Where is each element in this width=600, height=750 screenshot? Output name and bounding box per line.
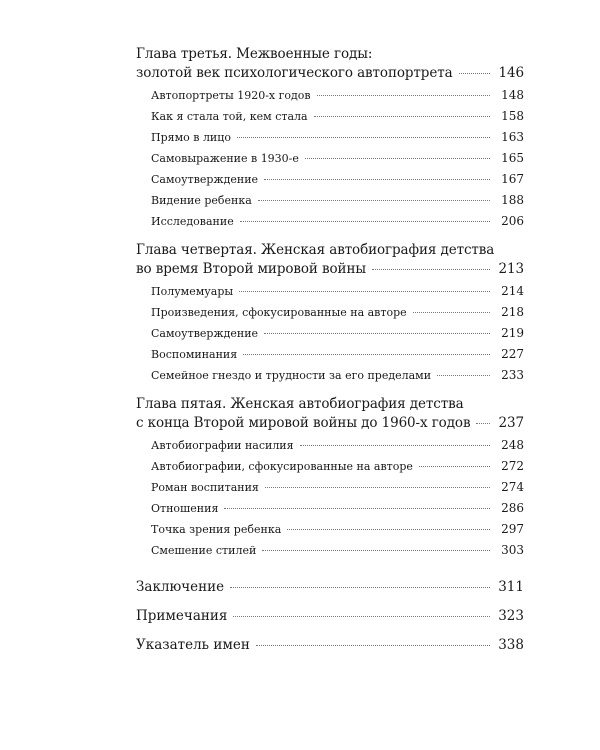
section-page-number: 188 [501,193,524,207]
entry-page-number: 311 [498,579,524,595]
dot-leader [224,508,490,509]
chapter-page-number: 146 [498,65,524,81]
toc-section-entry [136,190,524,211]
section-page-number: 163 [501,130,524,144]
dot-leader [372,269,490,270]
toc-section-entry [136,211,524,232]
chapter-title-line1: Глава пятая. Женская автобиография детства [136,396,464,412]
section-page-number: 303 [501,543,524,557]
dot-leader [240,221,490,222]
entry-label: Заключение [136,579,225,595]
toc-section-entry [136,127,524,148]
toc-index-entry [136,631,524,660]
dot-leader [305,158,490,159]
dot-leader [239,291,490,292]
section-label: Роман воспитания [151,481,259,494]
toc-section-entry [136,169,524,190]
section-label: Отношения [151,502,219,515]
section-page-number: 286 [501,501,524,515]
section-page-number: 206 [501,214,524,228]
section-page-number: 248 [501,438,524,452]
dot-leader [437,375,490,376]
section-label: Прямо в лицо [151,131,231,144]
dot-leader [256,645,490,646]
dot-leader [314,116,490,117]
toc-section-entry [136,106,524,127]
section-label: Точка зрения ребенка [151,523,282,536]
dot-leader [258,200,490,201]
section-page-number: 167 [501,172,524,186]
dot-leader [264,333,490,334]
toc-notes-entry [136,602,524,631]
section-label: Автопортреты 1920-х годов [151,89,311,102]
toc-section-entry [136,477,524,498]
section-page-number: 274 [501,480,524,494]
dot-leader [233,616,490,617]
section-label: Исследование [151,215,234,228]
dot-leader [317,95,490,96]
section-label: Произведения, сфокусированные на авторе [151,306,407,319]
section-page-number: 158 [501,109,524,123]
table-of-contents [136,45,524,660]
dot-leader [243,354,490,355]
section-label: Автобиографии насилия [151,439,294,452]
chapter-3-heading [136,45,524,83]
dot-leader [413,312,490,313]
entry-page-number: 323 [498,608,524,624]
section-page-number: 233 [501,368,524,382]
section-label: Автобиографии, сфокусированные на авторе [151,460,413,473]
toc-conclusion-entry [136,573,524,602]
chapter-title-line2: золотой век психологического автопортрета [136,65,453,81]
toc-section-entry [136,302,524,323]
toc-section-entry [136,323,524,344]
chapter-title-line2: с конца Второй мировой войны до 1960-х годов [136,415,471,431]
section-label: Смешение стилей [151,544,257,557]
dot-leader [419,466,490,467]
toc-section-entry [136,365,524,386]
toc-section-entry [136,85,524,106]
section-label: Видение ребенка [151,194,252,207]
section-page-number: 272 [501,459,524,473]
toc-section-entry [136,148,524,169]
dot-leader [265,487,490,488]
dot-leader [230,587,490,588]
section-page-number: 218 [501,305,524,319]
toc-section-entry [136,281,524,302]
section-label: Полумемуары [151,285,234,298]
section-page-number: 227 [501,347,524,361]
dot-leader [476,423,490,424]
toc-section-entry [136,519,524,540]
section-label: Семейное гнездо и трудности за его пределами [151,369,432,382]
chapter-title-line1: Глава четвертая. Женская автобиография детства [136,242,495,258]
toc-section-entry [136,498,524,519]
section-page-number: 165 [501,151,524,165]
section-page-number: 219 [501,326,524,340]
section-label: Самоутверждение [151,327,259,340]
chapter-page-number: 213 [498,261,524,277]
entry-label: Указатель имен [136,637,250,653]
dot-leader [459,73,490,74]
toc-section-entry [136,435,524,456]
dot-leader [262,550,490,551]
dot-leader [237,137,490,138]
section-label: Как я стала той, кем стала [151,110,308,123]
chapter-title-line1: Глава третья. Межвоенные годы: [136,46,373,62]
chapter-page-number: 237 [498,415,524,431]
section-label: Воспоминания [151,348,238,361]
section-page-number: 148 [501,88,524,102]
section-page-number: 297 [501,522,524,536]
entry-label: Примечания [136,608,228,624]
dot-leader [287,529,490,530]
dot-leader [300,445,490,446]
section-label: Самоутверждение [151,173,259,186]
toc-section-entry [136,456,524,477]
toc-section-entry [136,540,524,561]
entry-page-number: 338 [498,637,524,653]
chapter-4-heading [136,241,524,279]
section-page-number: 214 [501,284,524,298]
section-label: Самовыражение в 1930-е [151,152,299,165]
chapter-title-line2: во время Второй мировой войны [136,261,366,277]
chapter-5-heading [136,395,524,433]
toc-section-entry [136,344,524,365]
dot-leader [264,179,490,180]
